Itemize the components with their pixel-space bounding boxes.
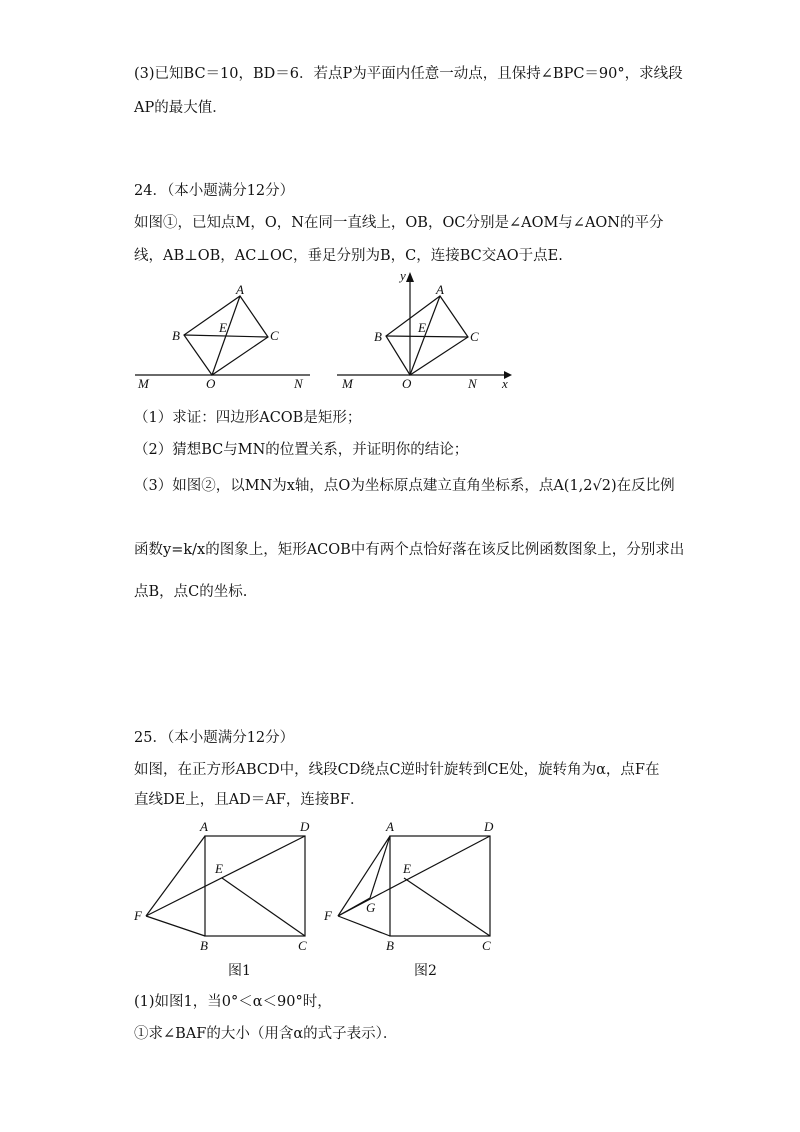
q25-fig2-label-a: A <box>386 819 394 834</box>
fig1-label-o: O <box>206 376 216 390</box>
q25-figure-2-caption: 图2 <box>414 963 437 979</box>
q24-figure-2 <box>332 268 522 390</box>
fig2-label-e: E <box>418 320 426 335</box>
q25-part1: (1)如图1，当0°＜α＜90°时， <box>134 994 332 1010</box>
q25-fig2-label-e: E <box>403 861 411 876</box>
fig1-label-c: C <box>270 328 279 343</box>
fig1-label-n: N <box>294 376 303 390</box>
q24-part1: （1）求证：四边形ACOB是矩形； <box>134 410 362 426</box>
q24-part3-line3: 点B，点C的坐标. <box>134 584 248 600</box>
fig2-label-x: x <box>502 376 508 390</box>
q24-part3-line2: 函数y=k/x的图象上，矩形ACOB中有两个点恰好落在该反比例函数图象上，分别求出 <box>134 542 685 558</box>
q25-fig1-label-b: B <box>200 938 208 951</box>
fig1-label-m: M <box>138 376 149 390</box>
q23-part3-line1: (3)已知BC＝10，BD＝6．若点P为平面内任意一动点，且保持∠BPC＝90°，求线段 <box>134 66 683 82</box>
q25-fig2-label-f: F <box>324 908 332 923</box>
q24-part2: （2）猜想BC与MN的位置关系，并证明你的结论； <box>134 442 469 458</box>
q25-line1: 如图，在正方形ABCD中，线段CD绕点C逆时针旋转到CE处，旋转角为α，点F在 <box>134 762 660 778</box>
q25-fig2-label-d: D <box>484 819 494 834</box>
q25-fig1-label-a: A <box>200 819 208 834</box>
fig2-label-o: O <box>402 376 412 390</box>
q24-line1: 如图①，已知点M，O，N在同一直线上，OB，OC分别是∠AOM与∠AON的平分 <box>134 215 664 231</box>
q25-fig2-label-c: C <box>482 938 491 951</box>
fig2-label-b: B <box>374 329 382 344</box>
q25-figure-1 <box>130 816 325 951</box>
q25-line2: 直线DE上，且AD＝AF，连接BF． <box>134 792 365 808</box>
fig2-label-y: y <box>400 268 406 283</box>
q25-figure-1-caption: 图1 <box>228 963 251 979</box>
fig1-label-b: B <box>172 328 180 343</box>
q24-figure-1 <box>130 280 320 390</box>
q25-fig1-label-d: D <box>300 819 310 834</box>
fig2-label-n: N <box>468 376 477 390</box>
fig1-label-e: E <box>219 320 227 335</box>
q24-line2: 线，AB⊥OB，AC⊥OC，垂足分别为B，C，连接BC交AO于点E. <box>134 248 563 264</box>
q25-fig2-label-b: B <box>386 938 394 951</box>
fig2-label-m: M <box>342 376 353 390</box>
fig2-label-c: C <box>470 329 479 344</box>
q24-header: 24．（本小题满分12分） <box>134 183 295 199</box>
q25-fig1-label-c: C <box>298 938 307 951</box>
q25-header: 25．（本小题满分12分） <box>134 730 295 746</box>
fig1-label-a: A <box>236 282 244 297</box>
q25-fig1-label-f: F <box>134 908 142 923</box>
q25-fig1-label-e: E <box>215 861 223 876</box>
q25-figure-2 <box>318 816 503 951</box>
q23-part3-line2: AP的最大值． <box>134 100 227 116</box>
q25-part1-sub1: ①求∠BAF的大小（用含α的式子表示）． <box>134 1026 398 1042</box>
q24-part3-line1: （3）如图②，以MN为x轴，点O为坐标原点建立直角坐标系，点A(1,2√2)在反比例 <box>134 478 675 494</box>
fig2-label-a: A <box>436 282 444 297</box>
q25-fig2-label-g: G <box>366 900 376 915</box>
